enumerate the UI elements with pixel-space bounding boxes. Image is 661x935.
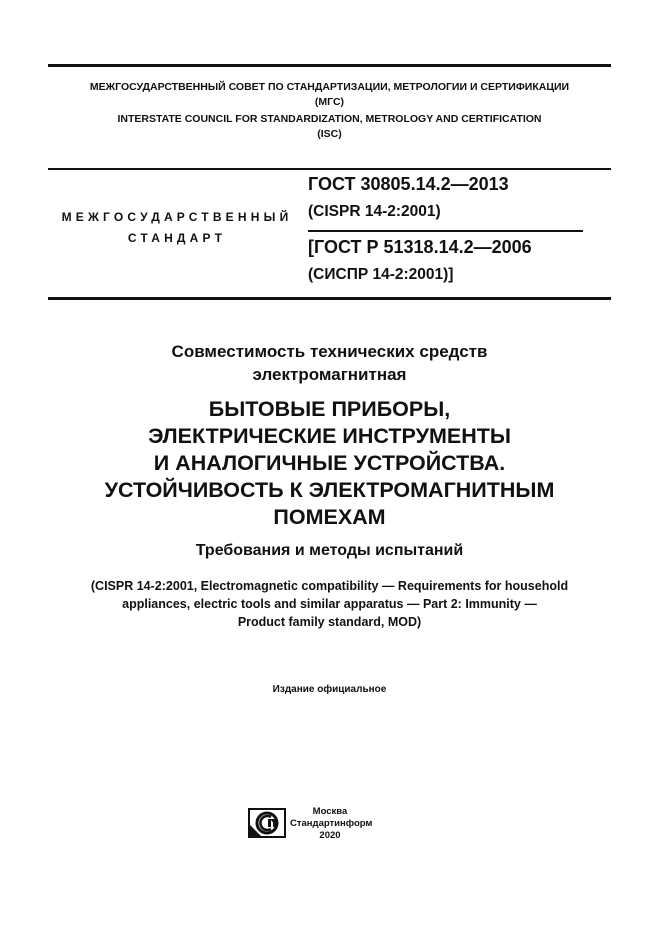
middle-rule [48,168,611,170]
publisher-name: Стандартинформ [290,818,373,829]
standartinform-logo-icon [248,808,286,838]
main-title [48,396,611,531]
publisher-year: 2020 [319,830,341,841]
council-ru-abbr: (МГС) [314,96,345,108]
compat-title-line1: Совместимость технических средств [171,342,488,361]
standard-kind [48,207,306,249]
council-en [48,112,611,142]
main-title-line: ЭЛЕКТРИЧЕСКИЕ ИНСТРУМЕНТЫ [148,424,511,448]
bottom-rule [48,297,611,300]
compat-title-line2: электромагнитная [252,365,407,384]
international-reference [48,577,611,631]
standard-kind-line2: СТАНДАРТ [127,231,227,245]
main-title-line: ПОМЕХАМ [273,505,386,529]
cispr-number: (CISPR 14-2:2001) [308,203,441,220]
designation-current [308,171,584,225]
council-ru [48,80,611,110]
standard-kind-line1: МЕЖГОСУДАРСТВЕННЫЙ [61,210,293,224]
designation-replaced [308,230,583,288]
top-rule [48,64,611,67]
gost-number: ГОСТ 30805.14.2—2013 [308,174,509,194]
council-ru-name: МЕЖГОСУДАРСТВЕННЫЙ СОВЕТ ПО СТАНДАРТИЗАЦИИ, МЕТРОЛОГИИ И СЕРТИФИКАЦИИ [89,81,570,93]
requirements-subtitle: Требования и методы испытаний [195,542,464,559]
replaced-gost-number: [ГОСТ Р 51318.14.2—2006 [308,237,532,257]
edition-label: Издание официальное [272,684,387,695]
council-en-abbr: (ISC) [317,128,342,140]
main-title-line: УСТОЙЧИВОСТЬ К ЭЛЕКТРОМАГНИТНЫМ [104,478,555,502]
publisher-info [290,806,373,842]
publisher-city: Москва [312,806,348,817]
intl-reference-line: (CISPR 14-2:2001, Electromagnetic compatibility — Requirements for household [90,579,569,593]
compat-title [48,340,611,386]
intl-reference-line: Product family standard, MOD) [237,615,422,629]
intl-reference-line: appliances, electric tools and similar apparatus — Part 2: Immunity — [122,597,537,611]
council-en-name: INTERSTATE COUNCIL FOR STANDARDIZATION, METROLOGY AND CERTIFICATION [117,113,542,125]
main-title-line: И АНАЛОГИЧНЫЕ УСТРОЙСТВА. [153,451,506,475]
main-title-line: БЫТОВЫЕ ПРИБОРЫ, [208,397,451,421]
replaced-cispr-number: (СИСПР 14-2:2001)] [308,266,454,283]
